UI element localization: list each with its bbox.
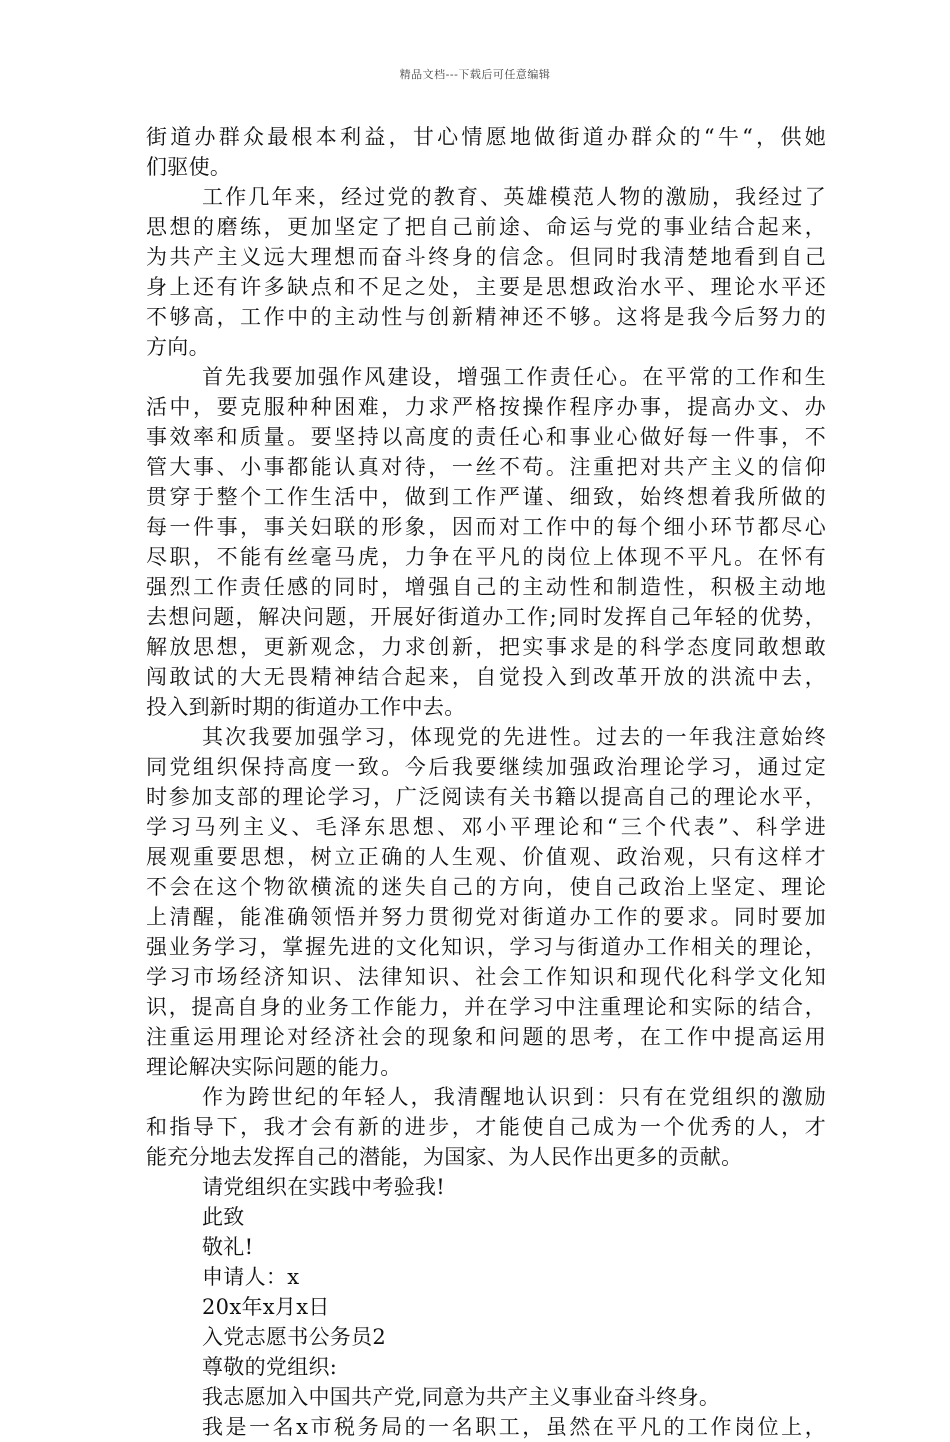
text-line: 申请人：x — [202, 1265, 300, 1289]
text-line: 我志愿加入中国共产党,同意为共产主义事业奋斗终身。 — [202, 1385, 721, 1409]
text-line: 上清醒，能准确领悟并努力贯彻党对街道办工作的要求。同时要加 — [146, 905, 826, 929]
text-line: 识，提高自身的业务工作能力，并在学习中注重理论和实际的结合， — [146, 995, 826, 1019]
document-body — [146, 122, 826, 1442]
text-line: 入党志愿书公务员2 — [202, 1325, 387, 1349]
text-line: 请党组织在实践中考验我! — [202, 1175, 446, 1199]
text-line: 学习市场经济知识、法律知识、社会工作知识和现代化科学文化知 — [146, 965, 826, 989]
text-line: 解放思想，更新观念，力求创新，把实事求是的科学态度同敢想敢 — [146, 635, 826, 659]
text-line: 街道办群众最根本利益，甘心情愿地做街道办群众的“牛“，供她 — [146, 125, 826, 149]
text-line: 作为跨世纪的年轻人，我清醒地认识到：只有在党组织的激励 — [202, 1085, 826, 1109]
text-line: 展观重要思想，树立正确的人生观、价值观、政治观，只有这样才 — [146, 845, 826, 869]
text-line: 工作几年来，经过党的教育、英雄模范人物的激励，我经过了 — [202, 185, 826, 209]
text-line: 活中，要克服种种困难，力求严格按操作程序办事，提高办文、办 — [146, 395, 826, 419]
text-line: 身上还有许多缺点和不足之处，主要是思想政治水平、理论水平还 — [146, 275, 826, 299]
text-line: 每一件事，事关妇联的形象，因而对工作中的每个细小环节都尽心 — [146, 515, 826, 539]
text-line: 首先我要加强作风建设，增强工作责任心。在平常的工作和生 — [202, 365, 826, 389]
text-line: 去想问题，解决问题，开展好街道办工作;同时发挥自己年轻的优势， — [146, 605, 826, 629]
text-line: 强业务学习，掌握先进的文化知识，学习与街道办工作相关的理论， — [146, 935, 826, 959]
text-line: 们驱使。 — [146, 155, 232, 179]
text-line: 为共产主义远大理想而奋斗终身的信念。但同时我清楚地看到自己 — [146, 245, 826, 269]
text-line: 尊敬的党组织: — [202, 1355, 338, 1379]
text-line: 同党组织保持高度一致。今后我要继续加强政治理论学习，通过定 — [146, 755, 826, 779]
text-line: 方向。 — [146, 335, 210, 359]
text-line: 贯穿于整个工作生活中，做到工作严谨、细致，始终想着我所做的 — [146, 485, 826, 509]
text-line: 思想的磨练，更加坚定了把自己前途、命运与党的事业结合起来， — [146, 215, 826, 239]
text-line: 和指导下，我才会有新的进步，才能使自己成为一个优秀的人，才 — [146, 1115, 826, 1139]
text-line: 尽职，不能有丝毫马虎，力争在平凡的岗位上体现不平凡。在怀有 — [146, 545, 826, 569]
text-line: 注重运用理论对经济社会的现象和问题的思考，在工作中提高运用 — [146, 1025, 826, 1049]
text-line: 管大事、小事都能认真对待，一丝不苟。注重把对共产主义的信仰 — [146, 455, 826, 479]
page-header: 精品文档---下载后可任意编辑 — [399, 68, 551, 81]
text-line: 敬礼! — [202, 1235, 254, 1259]
text-line: 此致 — [202, 1205, 245, 1229]
text-line: 20x年x月x日 — [202, 1295, 330, 1319]
text-line: 其次我要加强学习，体现党的先进性。过去的一年我注意始终 — [202, 725, 826, 749]
text-line: 不会在这个物欲横流的迷失自己的方向，使自己政治上坚定、理论 — [146, 875, 826, 899]
text-line: 学习马列主义、毛泽东思想、邓小平理论和“三个代表”、科学进 — [146, 815, 826, 839]
text-line: 不够高，工作中的主动性与创新精神还不够。这将是我今后努力的 — [146, 305, 826, 329]
text-line: 能充分地去发挥自己的潜能，为国家、为人民作出更多的贡献。 — [146, 1145, 743, 1169]
text-line: 时参加支部的理论学习，广泛阅读有关书籍以提高自己的理论水平， — [146, 785, 826, 809]
text-line: 闯敢试的大无畏精神结合起来，自觉投入到改革开放的洪流中去， — [146, 665, 826, 689]
text-line: 投入到新时期的街道办工作中去。 — [146, 695, 466, 719]
text-line: 理论解决实际问题的能力。 — [146, 1055, 402, 1079]
text-line: 强烈工作责任感的同时，增强自己的主动性和制造性，积极主动地 — [146, 575, 826, 599]
text-line: 我是一名x市税务局的一名职工，虽然在平凡的工作岗位上， — [202, 1415, 826, 1439]
text-line: 事效率和质量。要坚持以高度的责任心和事业心做好每一件事，不 — [146, 425, 826, 449]
